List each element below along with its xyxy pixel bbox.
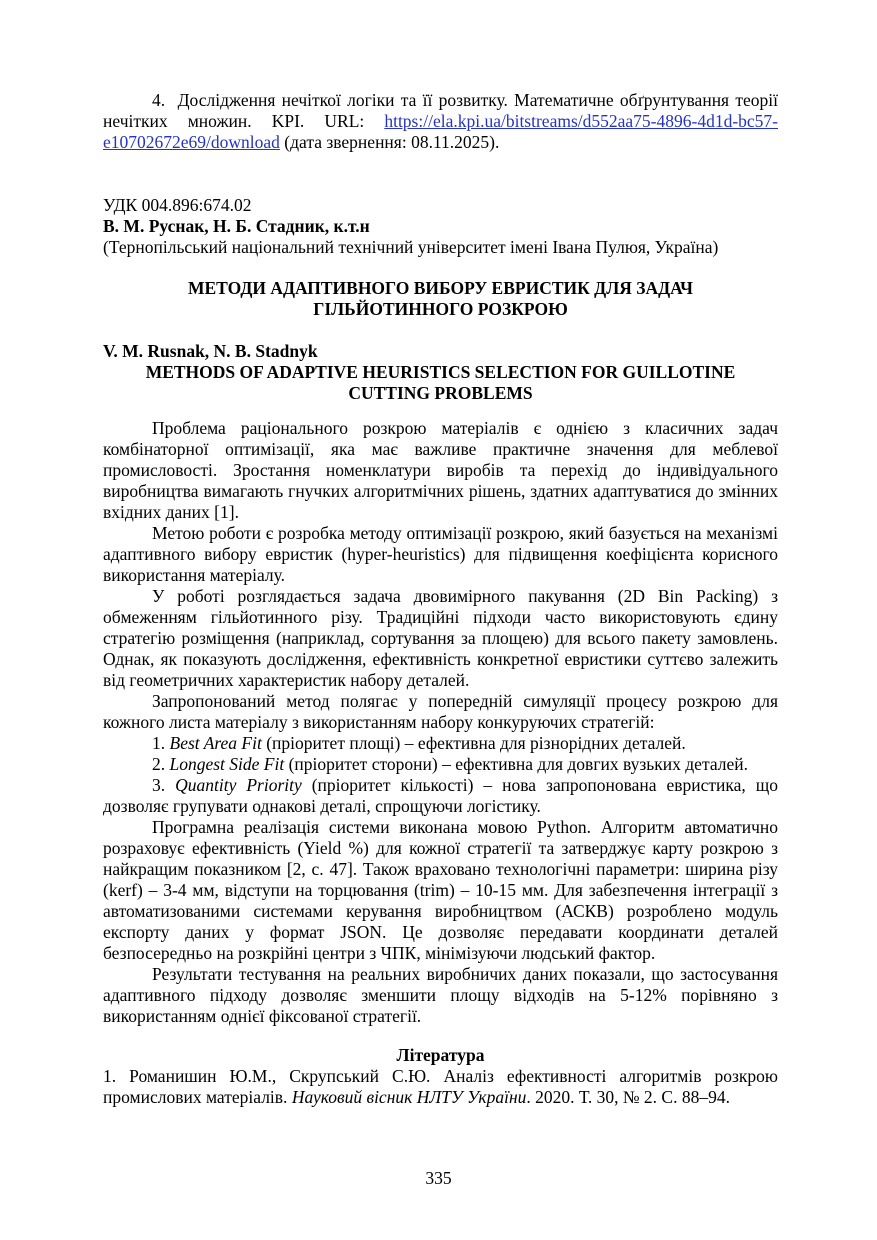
page-number: 335 (425, 1168, 452, 1188)
heuristic-name: Quantity Priority (175, 775, 302, 795)
list-item-description: (пріоритет площі) – ефективна для різнорідних деталей. (261, 733, 686, 753)
reference-text-after-italic: . 2020. Т. 30, № 2. С. 88–94. (526, 1087, 730, 1107)
top-reference-text-after-link: (дата звернення: 08.11.2025). (279, 132, 500, 152)
top-reference-item-4 (103, 90, 778, 153)
list-item-longest-side-fit (103, 754, 778, 775)
paragraph-implementation: Програмна реалізація системи виконана мовою Python. Алгоритм автоматично розраховує ефективність (Yield %) для кожної стратегії та затверджує карту розкрою з найкращим показником [2, с. 47]. Також враховано технологічні параметри: ширина різу (kerf) – 3-4 мм, відступи на торцювання (trim) – 10-15 мм. Для забезпечення інтеграції з автоматизованими системами керування виробництвом (АСКВ) розроблено модуль експорту даних у формат JSON. Це дозволяє передавати координати деталей безпосередньо на розкрійні центри з ЧПК, мінімізуючи людський фактор. (103, 817, 778, 963)
literature-reference-1 (103, 1066, 778, 1108)
paragraph-results: Результати тестування на реальних виробничих даних показали, що застосування адаптивного підходу дозволяє зменшити площу відходів на 5-12% порівняно з використанням однієї фіксованої стратегії. (103, 964, 778, 1026)
journal-name: Науковий вісник НЛТУ України (291, 1087, 527, 1107)
list-item-number: 3. (152, 775, 176, 795)
list-item-description: (пріоритет сторони) – ефективна для довгих вузьких деталей. (284, 754, 748, 774)
list-item-number: 2. (152, 754, 170, 774)
list-item-quantity-priority (103, 775, 778, 817)
literature-heading: Література (396, 1045, 485, 1065)
article-body (103, 418, 778, 1027)
paragraph-goal: Метою роботи є розробка методу оптимізації розкрою, який базується на механізмі адаптивного вибору евристик (hyper-heuristics) для підвищення коефіцієнта корисного використання матеріалу. (103, 523, 778, 585)
heuristic-name: Best Area Fit (169, 733, 262, 753)
top-reference-text-before-link: 4. Дослідження нечіткої логіки та її розвитку. Математичне обґрунтування теорії нечітких множин. KPI. URL: (103, 90, 778, 131)
paragraph-task: У роботі розглядається задача двовимірного пакування (2D Bin Packing) з обмеженням гільйотинного різу. Традиційні підходи часто використовують єдину стратегію розміщення (наприклад, сортування за площею) для всього пакету замовлень. Однак, як показують дослідження, ефективність конкретної евристики суттєво залежить від геометричних характеристик набору деталей. (103, 586, 778, 690)
reference-text-before-italic: 1. Романишин Ю.М., Скрупський С.Ю. Аналіз ефективності алгоритмів розкрою промислових матеріалів. (103, 1066, 778, 1107)
reference-url-link[interactable]: https://ela.kpi.ua/bitstreams/d552aa75-4896-4d1d-bc57-e10702672e69/download (103, 111, 778, 152)
affiliation: (Тернопільський національний технічний університет імені Івана Пулюя, Україна) (103, 237, 719, 257)
page-content (103, 90, 778, 1108)
article-title-en: METHODS OF ADAPTIVE HEURISTICS SELECTION FOR GUILLOTINE CUTTING PROBLEMS (145, 362, 736, 403)
article-title-ua: МЕТОДИ АДАПТИВНОГО ВИБОРУ ЕВРИСТИК ДЛЯ ЗАДАЧ ГІЛЬЙОТИННОГО РОЗКРОЮ (187, 278, 694, 319)
article-header (103, 195, 778, 258)
list-item-number: 1. (152, 733, 170, 753)
paragraph-problem: Проблема раціонального розкрою матеріалів є однією з класичних задач комбінаторної оптимізації, яка має важливе практичне значення для меблевої промисловості. Зростання номенклатури виробів та перехід до індивідуального виробництва вимагають гнучких алгоритмічних рішень, здатних адаптуватися до змінних вхідних даних [1]. (103, 418, 778, 522)
heuristic-name: Longest Side Fit (169, 754, 285, 774)
authors-ua: В. М. Руснак, Н. Б. Стадник, к.т.н (103, 216, 370, 236)
list-item-description: (пріоритет кількості) – нова запропонована евристика, що дозволяє групувати однакові деталі, спрощуючи логістику. (103, 775, 779, 816)
authors-en: V. M. Rusnak, N. B. Stadnyk (103, 341, 318, 361)
paragraph-method: Запропонований метод полягає у попередній симуляції процесу розкрою для кожного листа матеріалу з використанням набору конкуруючих стратегій: (103, 691, 778, 732)
udc-code: УДК 004.896:674.02 (103, 195, 252, 215)
list-item-best-area-fit (103, 733, 778, 754)
